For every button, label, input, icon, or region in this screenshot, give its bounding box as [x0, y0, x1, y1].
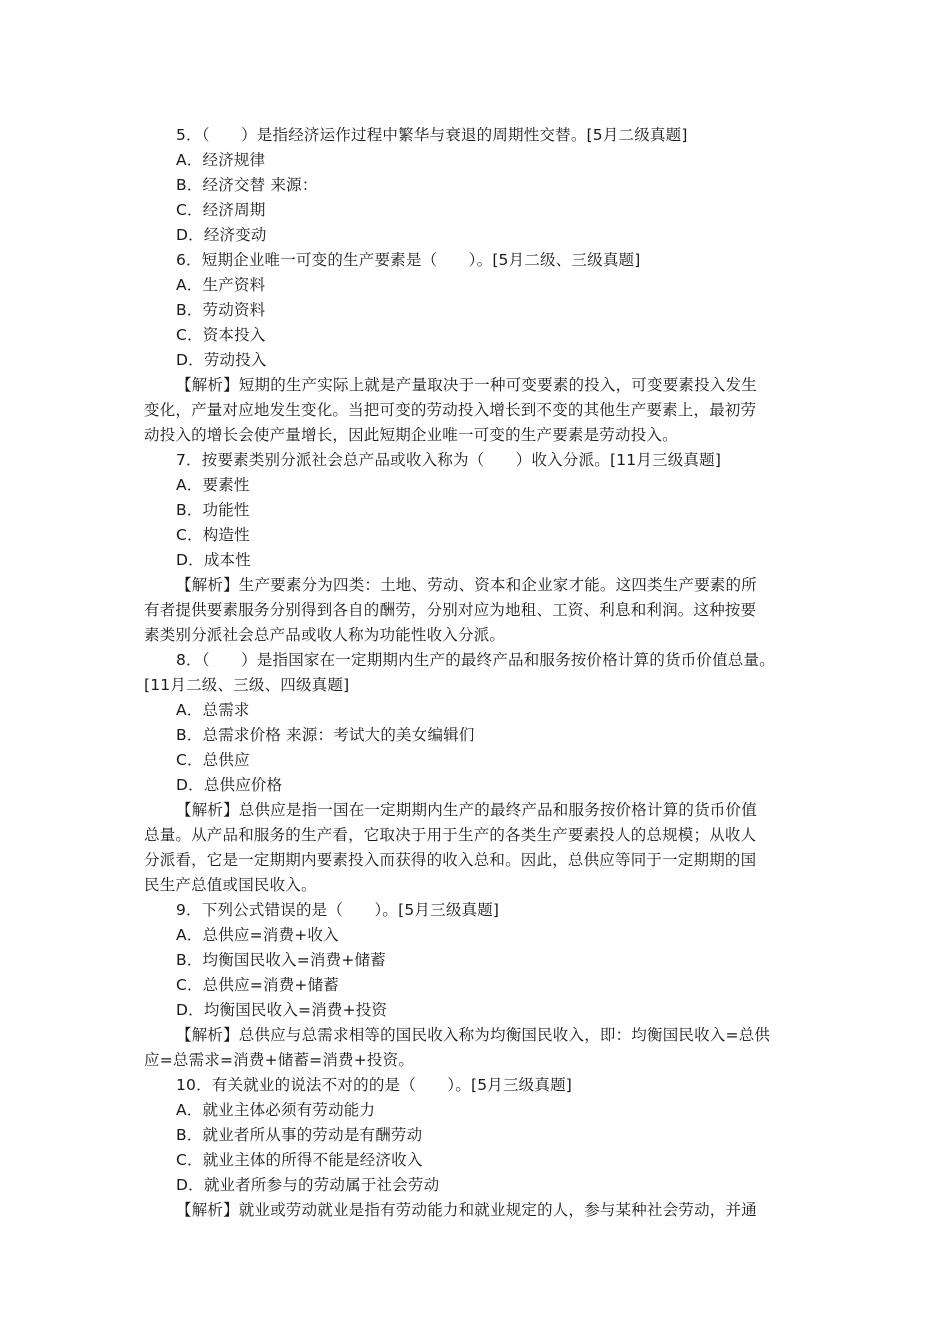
question-8-option-d: D．总供应价格 [176, 776, 283, 794]
question-6-option-b: B．劳动资料 [176, 301, 266, 319]
question-8-analysis-cont: 总量。从产品和服务的生产看，它取决于用于生产的各类生产要素投人的总规模；从收人 [144, 826, 757, 844]
question-9-analysis-cont: 应=总需求=消费+储蓄=消费+投资。 [144, 1051, 415, 1069]
question-8-stem-cont: [11月二级、三级、四级真题] [144, 676, 350, 694]
question-10-option-a: A．就业主体必须有劳动能力 [176, 1101, 376, 1119]
question-6-stem: 6．短期企业唯一可变的生产要素是（ ）。[5月二级、三级真题] [176, 251, 641, 269]
question-9-option-d: D．均衡国民收入=消费+投资 [176, 1001, 388, 1019]
question-7-option-d: D．成本性 [176, 551, 251, 569]
question-5-option-b: B．经济交替 来源： [176, 176, 318, 194]
question-5-stem: 5．（ ）是指经济运作过程中繁华与衰退的周期性交替。[5月二级真题] [176, 126, 688, 144]
question-8-stem: 8．（ ）是指国家在一定期期内生产的最终产品和服务按价格计算的货币价值总量。 [176, 651, 775, 669]
question-10-analysis: 【解析】就业或劳动就业是指有劳动能力和就业规定的人，参与某种社会劳动，并通 [176, 1201, 757, 1219]
question-6-option-c: C．资本投入 [176, 326, 266, 344]
question-5-option-a: A．经济规律 [176, 151, 266, 169]
question-9-option-b: B．均衡国民收入=消费+储蓄 [176, 951, 386, 969]
question-8-option-a: A．总需求 [176, 701, 250, 719]
question-7-analysis-cont: 有者提供要素服务分别得到各自的酬劳，分别对应为地租、工资、利息和利润。这种按要 [144, 601, 757, 619]
question-9-option-c: C．总供应=消费+储蓄 [176, 976, 339, 994]
question-6-analysis-cont: 动投入的增长会使产量增长，因此短期企业唯一可变的生产要素是劳动投入。 [144, 426, 678, 444]
question-7-option-c: C．构造性 [176, 526, 250, 544]
question-10-stem: 10．有关就业的说法不对的的是（ ）。[5月三级真题] [176, 1076, 573, 1094]
question-7-analysis: 【解析】生产要素分为四类：土地、劳动、资本和企业家才能。这四类生产要素的所 [176, 576, 757, 594]
question-6-analysis: 【解析】短期的生产实际上就是产量取决于一种可变要素的投入，可变要素投入发生 [176, 376, 757, 394]
question-9-stem: 9．下列公式错误的是（ ）。[5月三级真题] [176, 901, 500, 919]
question-6-option-a: A．生产资料 [176, 276, 266, 294]
question-9-analysis: 【解析】总供应与总需求相等的国民收入称为均衡国民收入，即：均衡国民收入=总供 [176, 1026, 771, 1044]
question-7-stem: 7．按要素类别分派社会总产品或收入称为（ ）收入分派。[11月三级真题] [176, 451, 722, 469]
question-8-option-c: C．总供应 [176, 751, 250, 769]
question-8-analysis-cont: 民生产总值或国民收入。 [144, 876, 317, 894]
question-8-analysis: 【解析】总供应是指一国在一定期期内生产的最终产品和服务按价格计算的货币价值 [176, 801, 757, 819]
question-10-option-d: D．就业者所参与的劳动属于社会劳动 [176, 1176, 440, 1194]
question-7-option-a: A．要素性 [176, 476, 250, 494]
question-5-option-d: D．经济变动 [176, 226, 267, 244]
question-8-option-b: B．总需求价格 来源：考试大的美女编辑们 [176, 726, 475, 744]
question-7-option-b: B．功能性 [176, 501, 250, 519]
question-9-option-a: A．总供应=消费+收入 [176, 926, 339, 944]
question-6-option-d: D．劳动投入 [176, 351, 267, 369]
question-10-option-c: C．就业主体的所得不能是经济收入 [176, 1151, 423, 1169]
question-8-analysis-cont: 分派看，它是一定期期内要素投入而获得的收入总和。因此，总供应等同于一定期期的国 [144, 851, 757, 869]
question-6-analysis-cont: 变化，产量对应地发生变化。当把可变的劳动投入增长到不变的其他生产要素上，最初劳 [144, 401, 757, 419]
question-7-analysis-cont: 素类别分派社会总产品或收人称为功能性收入分派。 [144, 626, 506, 644]
question-10-option-b: B．就业者所从事的劳动是有酬劳动 [176, 1126, 423, 1144]
question-5-option-c: C．经济周期 [176, 201, 266, 219]
